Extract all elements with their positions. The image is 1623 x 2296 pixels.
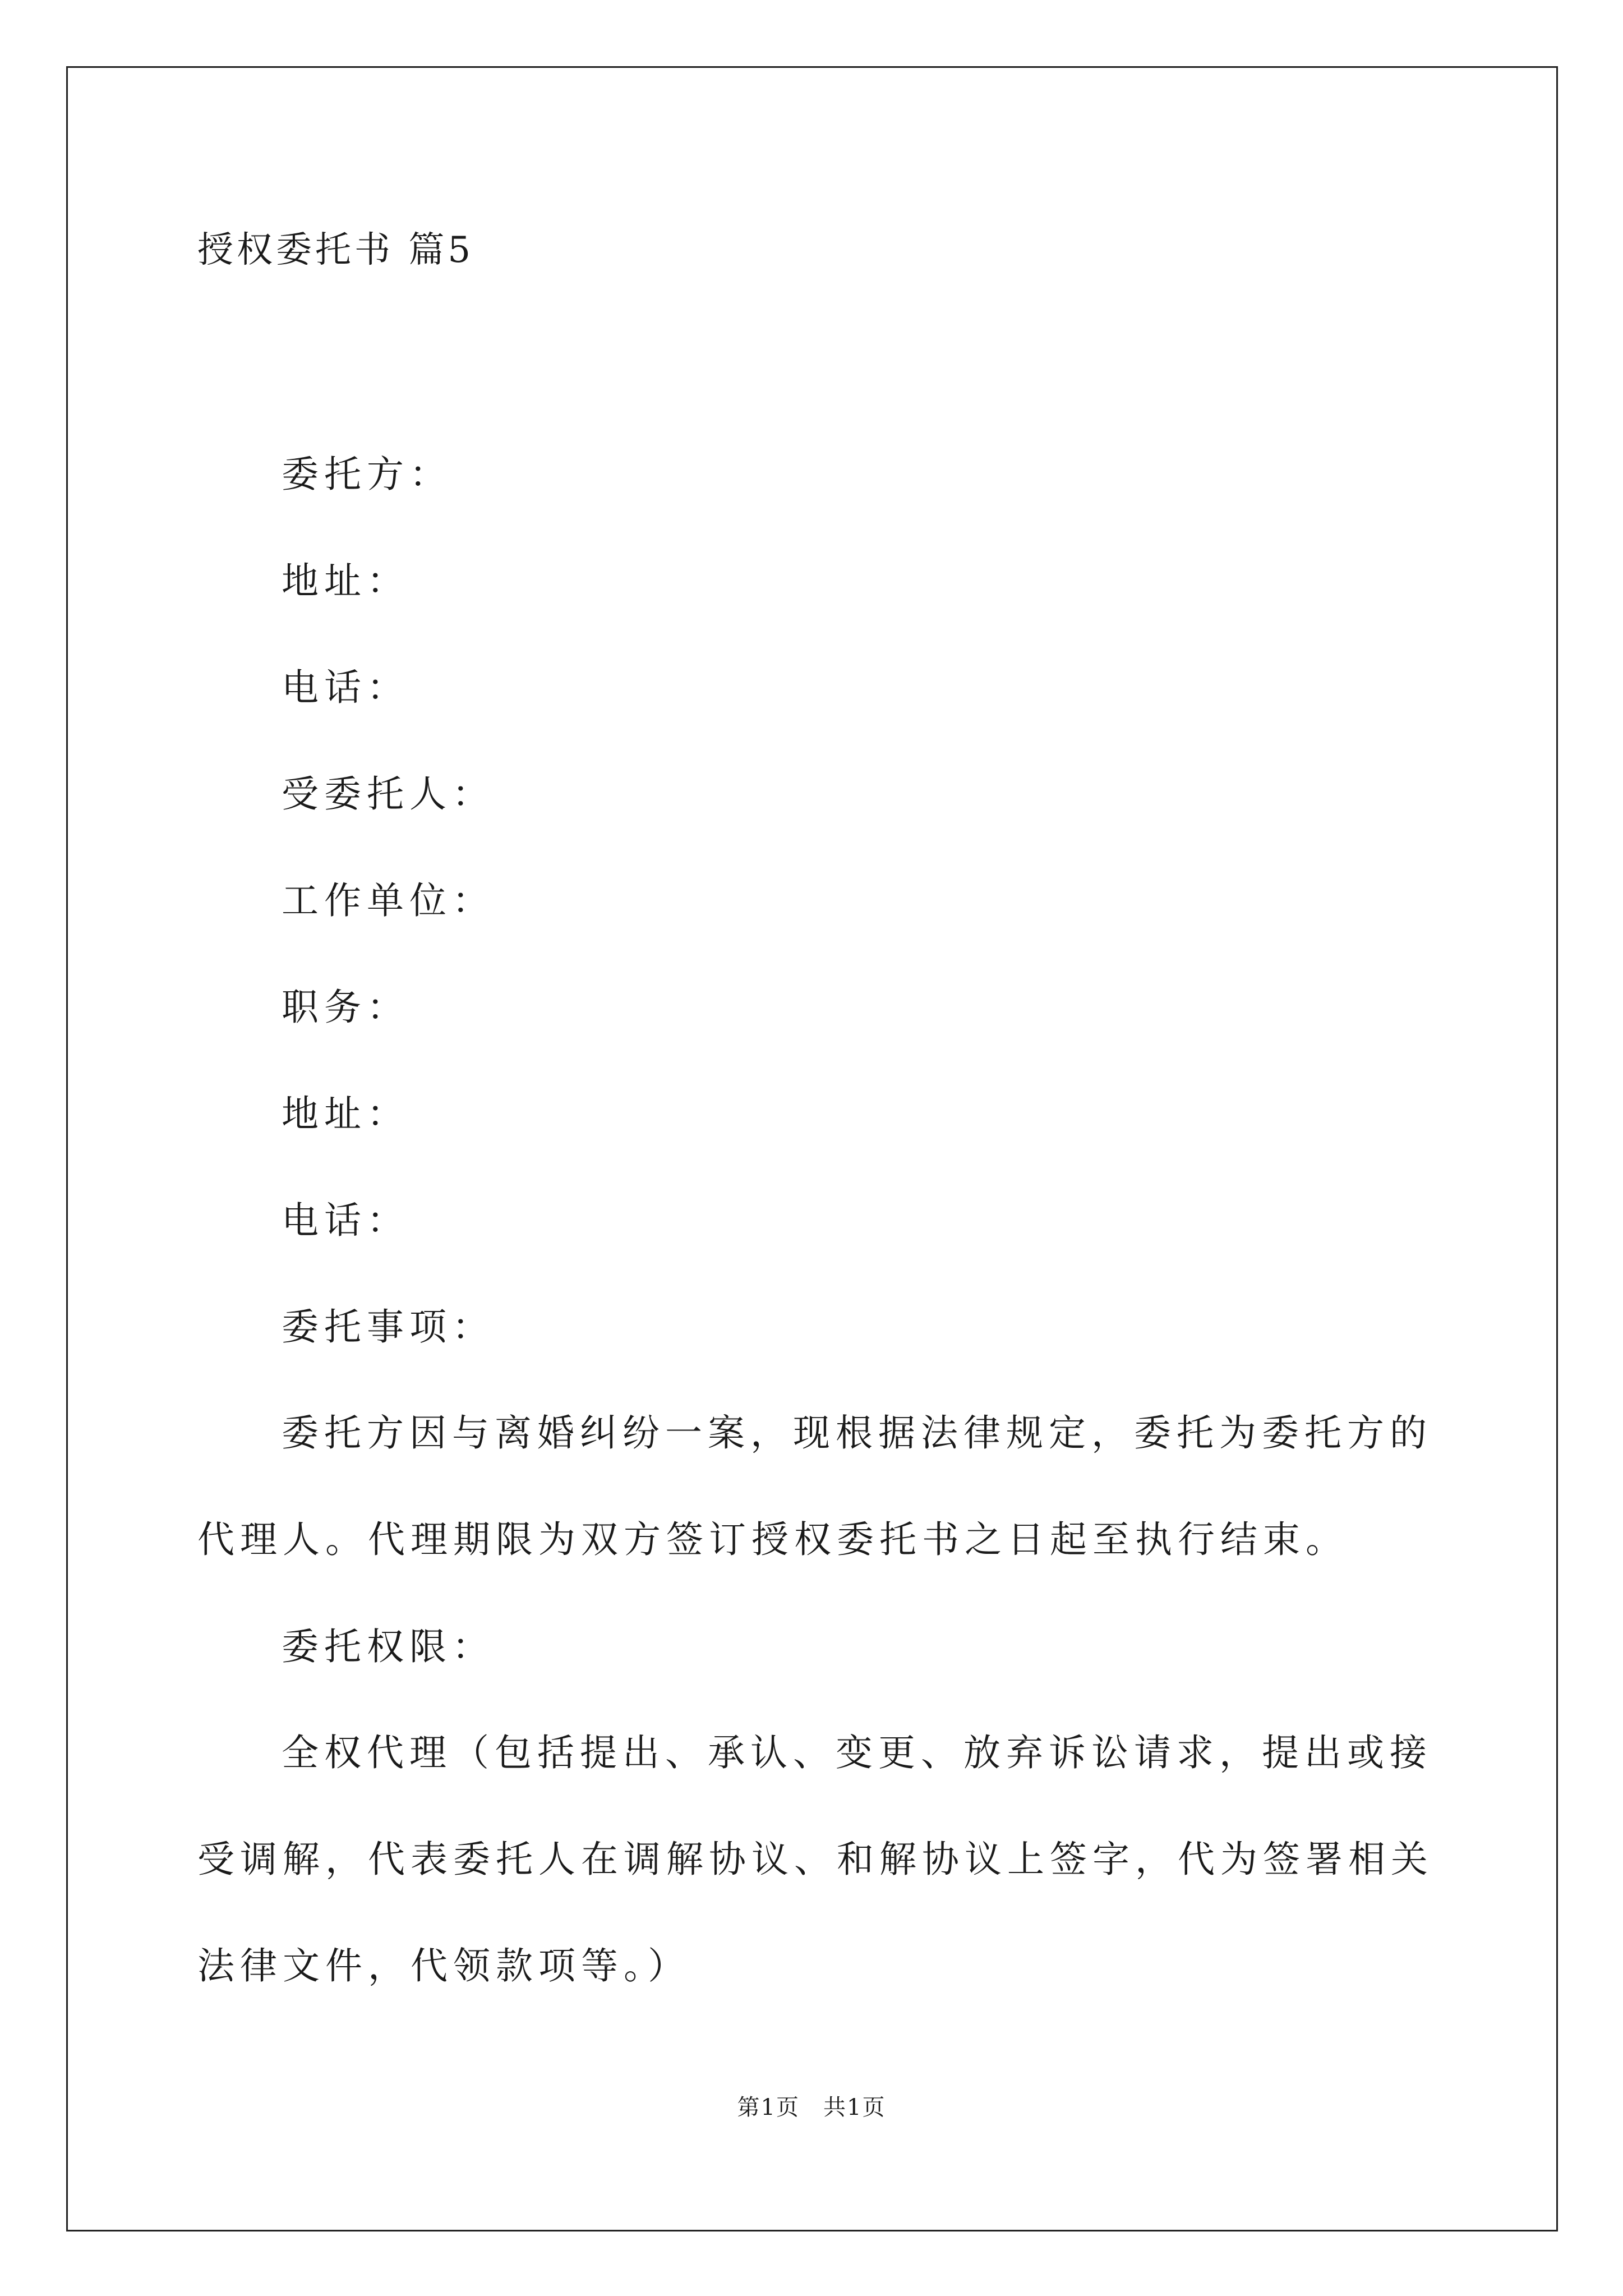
matter-paragraph: 委托方因与离婚纠纷一案，现根据法律规定，委托为委托方的代理人。代理期限为双方签订授权委托书之日起至执行结束。 — [197, 1411, 1432, 1561]
field-trustee: 受委托人： — [282, 772, 495, 816]
authority-heading: 委托权限： — [282, 1625, 495, 1668]
field-delegator-phone: 电话： — [282, 666, 409, 709]
field-trustee-phone: 电话： — [282, 1199, 409, 1242]
authority-paragraph: 全权代理（包括提出、承认、变更、放弃诉讼请求，提出或接受调解，代表委托人在调解协议、和解协议上签字，代为签署相关法律文件，代领款项等。） — [197, 1731, 1433, 1987]
field-work-unit: 工作单位： — [282, 879, 495, 922]
page-number-footer: 第1页 共1页 — [737, 2095, 886, 2120]
field-delegation-matter: 委托事项： — [282, 1305, 495, 1349]
field-trustee-address: 地址： — [282, 1092, 409, 1135]
document-title: 授权委托书 篇5 — [197, 229, 474, 271]
field-delegator: 委托方： — [282, 453, 452, 496]
field-position: 职务： — [282, 986, 409, 1029]
field-delegator-address: 地址： — [282, 559, 409, 602]
